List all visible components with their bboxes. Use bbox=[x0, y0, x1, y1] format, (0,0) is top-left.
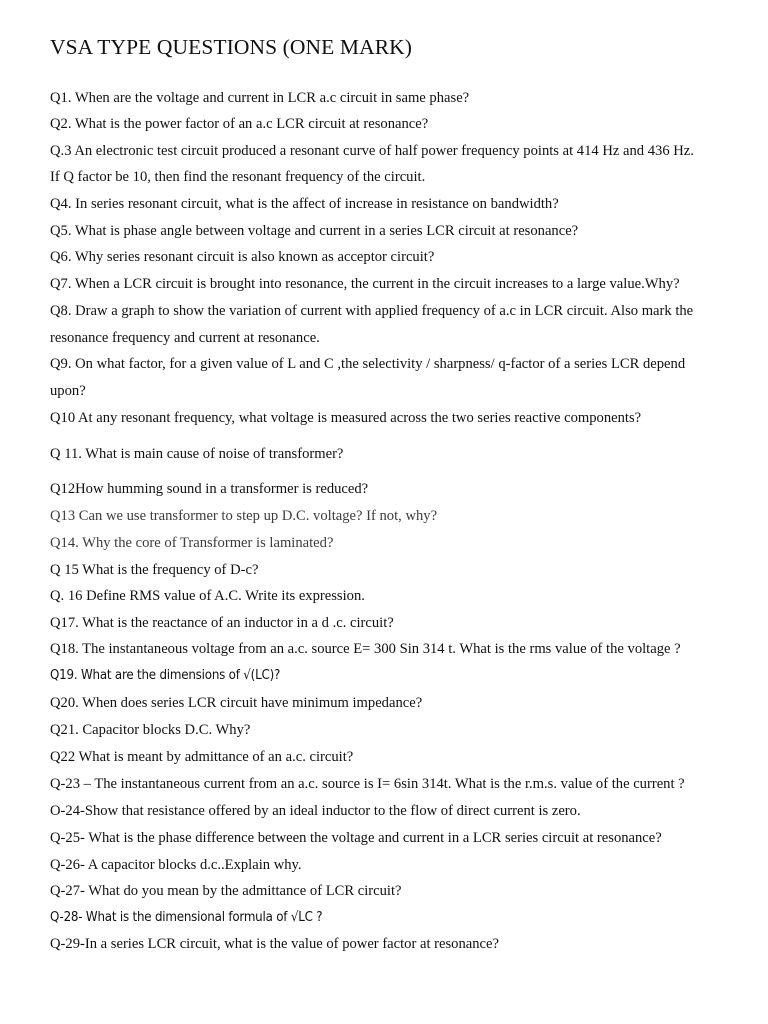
question-line: Q.3 An electronic test circuit produced a resonant curve of half power frequency points at 414 Hz and 436 Hz. bbox=[50, 143, 694, 159]
question-line: Q10 At any resonant frequency, what voltage is measured across the two series reactive components? bbox=[50, 410, 642, 426]
question-line: Q12How humming sound in a transformer is reduced? bbox=[50, 481, 369, 497]
question-line: Q-28- What is the dimensional formula of √LC ? bbox=[50, 910, 323, 925]
question-line: upon? bbox=[50, 383, 86, 399]
question-line: Q8. Draw a graph to show the variation of current with applied frequency of a.c in LCR circuit. Also mark the bbox=[50, 303, 694, 319]
question-line: Q1. When are the voltage and current in LCR a.c circuit in same phase? bbox=[50, 90, 470, 106]
question-line: Q4. In series resonant circuit, what is the affect of increase in resistance on bandwidth? bbox=[50, 196, 559, 212]
question-line: Q6. Why series resonant circuit is also known as acceptor circuit? bbox=[50, 249, 435, 265]
question-line: If Q factor be 10, then find the resonant frequency of the circuit. bbox=[50, 169, 426, 185]
question-line: Q-25- What is the phase difference between the voltage and current in a LCR series circuit at resonance? bbox=[50, 830, 662, 846]
question-line: Q2. What is the power factor of an a.c LCR circuit at resonance? bbox=[50, 116, 429, 132]
question-line: Q. 16 Define RMS value of A.C. Write its expression. bbox=[50, 588, 365, 604]
question-line: Q-27- What do you mean by the admittance of LCR circuit? bbox=[50, 883, 402, 899]
question-line: Q-23 – The instantaneous current from an a.c. source is I= 6sin 314t. What is the r.m.s. value of the current ? bbox=[50, 776, 685, 792]
question-line: Q17. What is the reactance of an inductor in a d .c. circuit? bbox=[50, 615, 394, 631]
question-line: Q 11. What is main cause of noise of transformer? bbox=[50, 446, 344, 462]
question-line: Q7. When a LCR circuit is brought into resonance, the current in the circuit increases to a large value.Why? bbox=[50, 276, 680, 292]
question-line: Q20. When does series LCR circuit have minimum impedance? bbox=[50, 695, 423, 711]
question-line: Q18. The instantaneous voltage from an a.c. source E= 300 Sin 314 t. What is the rms value of the voltage ? bbox=[50, 641, 681, 657]
question-line: O-24-Show that resistance offered by an ideal inductor to the flow of direct current is zero. bbox=[50, 803, 581, 819]
question-line: Q13 Can we use transformer to step up D.C. voltage? If not, why? bbox=[50, 508, 438, 524]
question-line: Q 15 What is the frequency of D-c? bbox=[50, 562, 259, 578]
question-line: Q22 What is meant by admittance of an a.c. circuit? bbox=[50, 749, 354, 765]
page-title: VSA TYPE QUESTIONS (ONE MARK) bbox=[50, 35, 413, 59]
question-line: Q14. Why the core of Transformer is laminated? bbox=[50, 535, 334, 551]
question-line: Q21. Capacitor blocks D.C. Why? bbox=[50, 722, 251, 738]
question-line: Q-26- A capacitor blocks d.c..Explain why. bbox=[50, 857, 302, 873]
question-line: Q5. What is phase angle between voltage and current in a series LCR circuit at resonance? bbox=[50, 223, 579, 239]
question-line: Q9. On what factor, for a given value of L and C ,the selectivity / sharpness/ q-factor of a series LCR depend bbox=[50, 356, 686, 372]
question-line: Q-29-In a series LCR circuit, what is the value of power factor at resonance? bbox=[50, 936, 499, 952]
question-line: Q19. What are the dimensions of √(LC)? bbox=[50, 668, 281, 683]
question-line: resonance frequency and current at resonance. bbox=[50, 330, 320, 346]
